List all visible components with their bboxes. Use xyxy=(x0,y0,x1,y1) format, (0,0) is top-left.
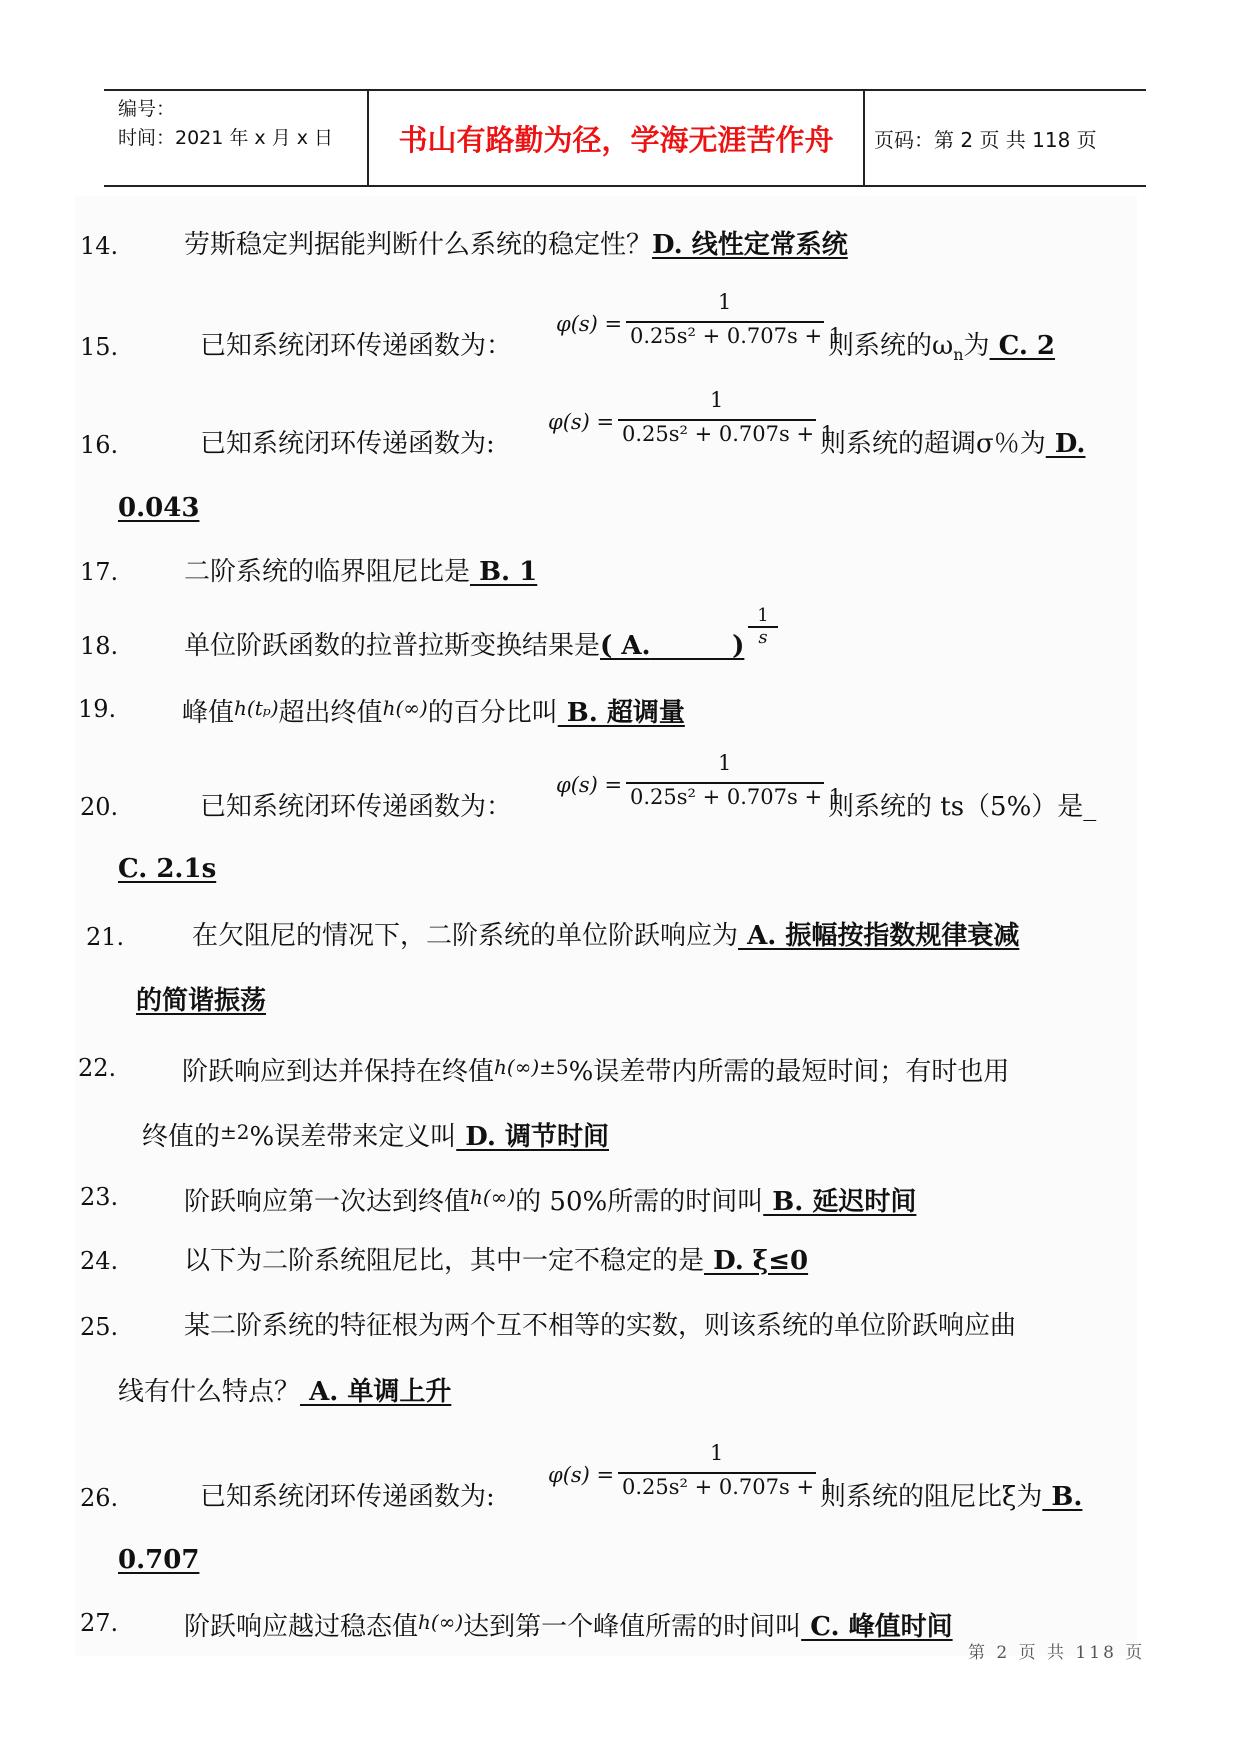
question-25-line2: 线有什么特点？ A. 单调上升 xyxy=(118,1377,452,1407)
answer: D. ξ≤0 xyxy=(704,1246,809,1276)
transfer-function-formula: φ(s) = 1 0.25s² + 0.707s + 1 xyxy=(556,290,843,348)
question-16-tail: 则系统的超调σ％为 D. xyxy=(820,429,1086,459)
question-number: 22. xyxy=(78,1054,117,1082)
math-h-tp: h(tₚ) xyxy=(234,696,279,720)
header-time: 时间：2021 年 x 月 x 日 xyxy=(118,127,334,149)
question-21: 在欠阻尼的情况下，二阶系统的单位阶跃响应为 A. 振幅按指数规律衰减 xyxy=(192,921,1020,951)
question-14: 劳斯稳定判据能判断什么系统的稳定性？D. 线性定常系统 xyxy=(184,230,848,260)
math-h-infinity: h(∞) xyxy=(382,696,428,720)
question-17: 二阶系统的临界阻尼比是 B. 1 xyxy=(184,557,538,587)
answer: B. 延迟时间 xyxy=(763,1187,917,1217)
header-motto: 书山有路勤为径，学海无涯苦作舟 xyxy=(398,122,834,157)
answer-continued: 0.043 xyxy=(118,493,200,523)
header-meta xyxy=(118,95,333,153)
question-number: 14. xyxy=(80,232,119,260)
answer: C. 峰值时间 xyxy=(801,1612,953,1642)
answer: B. 超调量 xyxy=(557,698,685,728)
answer: A. 振幅按指数规律衰减 xyxy=(738,921,1020,951)
question-27: 阶跃响应越过稳态值$^{h(\infty)}$达到第一个峰值所需的时间叫 C. 峰值时间 xyxy=(184,1610,953,1642)
answer: B. xyxy=(1042,1482,1083,1512)
answer: D. 线性定常系统 xyxy=(652,230,848,260)
answer: ( A. ) xyxy=(600,631,745,661)
question-24: 以下为二阶系统阻尼比，其中一定不稳定的是 D. ξ≤0 xyxy=(184,1246,809,1276)
answer: D. xyxy=(1045,429,1086,459)
answer: A. 单调上升 xyxy=(300,1377,452,1407)
question-number: 18. xyxy=(80,632,119,660)
math-h-infinity: h(∞) xyxy=(418,1610,464,1634)
question-number: 26. xyxy=(80,1484,119,1512)
question-number: 19. xyxy=(78,695,117,723)
answer: D. 调节时间 xyxy=(456,1122,609,1152)
question-20-tail: 则系统的 ts（5%）是_ xyxy=(828,792,1097,822)
answer: B. 1 xyxy=(470,557,538,587)
answer-continued: 的简谐振荡 xyxy=(136,986,267,1016)
question-16: 已知系统闭环传递函数为: xyxy=(200,429,495,459)
answer-continued: C. 2.1s xyxy=(118,854,217,884)
question-number: 16. xyxy=(80,431,119,459)
header-divider xyxy=(863,91,865,185)
question-number: 27. xyxy=(80,1609,119,1637)
question-number: 25. xyxy=(80,1313,119,1341)
transfer-function-formula: φ(s) = 1 0.25s² + 0.707s + 1 xyxy=(556,751,843,809)
transfer-function-formula: φ(s) = 1 0.25s² + 0.707s + 1 xyxy=(548,388,835,446)
question-22-line2: 终值的$^{\pm 2}$%误差带来定义叫 D. 调节时间 xyxy=(142,1120,609,1152)
fraction-one-over-s: 1 s xyxy=(748,606,778,648)
answer-continued: 0.707 xyxy=(118,1545,200,1575)
question-26-tail: 则系统的阻尼比ξ为 B. xyxy=(820,1482,1083,1512)
question-19: 峰值$^{h(t_p)}$超出终值$^{h(\infty)}$的百分比叫 B. 超调量 xyxy=(182,696,685,728)
header-number: 编号： xyxy=(118,98,176,120)
question-20: 已知系统闭环传递函数为： xyxy=(200,792,513,822)
math-h-infinity: h(∞) xyxy=(494,1055,540,1079)
page-footer: 第 2 页 共 118 页 xyxy=(968,1643,1146,1663)
question-number: 23. xyxy=(80,1183,119,1211)
question-number: 15. xyxy=(80,333,119,361)
question-18: 单位阶跃函数的拉普拉斯变换结果是( A. ) xyxy=(184,631,745,661)
question-number: 20. xyxy=(80,793,119,821)
question-number: 24. xyxy=(80,1247,119,1275)
question-15: 已知系统闭环传递函数为： xyxy=(200,331,513,361)
question-22: 阶跃响应到达并保持在终值$^{h(\infty)\pm 5}$%误差带内所需的最短时间；有时也用 xyxy=(182,1055,1010,1087)
question-15-tail: 则系统的$\omega_n$为 C. 2 xyxy=(828,331,1056,365)
header-divider xyxy=(367,91,369,185)
question-26: 已知系统闭环传递函数为: xyxy=(200,1482,495,1512)
page-header xyxy=(104,89,1146,187)
math-h-infinity: h(∞) xyxy=(470,1185,516,1209)
transfer-function-formula: φ(s) = 1 0.25s² + 0.707s + 1 xyxy=(548,1441,835,1499)
answer: C. 2 xyxy=(989,331,1056,361)
question-25: 某二阶系统的特征根为两个互不相等的实数，则该系统的单位阶跃响应曲 xyxy=(184,1311,1017,1341)
question-number: 17. xyxy=(80,558,119,586)
header-page-code: 页码：第 2 页 共 118 页 xyxy=(874,127,1097,152)
question-23: 阶跃响应第一次达到终值$^{h(\infty)}$的 50%所需的时间叫 B. 延迟时间 xyxy=(184,1185,917,1217)
question-number: 21. xyxy=(86,923,125,951)
